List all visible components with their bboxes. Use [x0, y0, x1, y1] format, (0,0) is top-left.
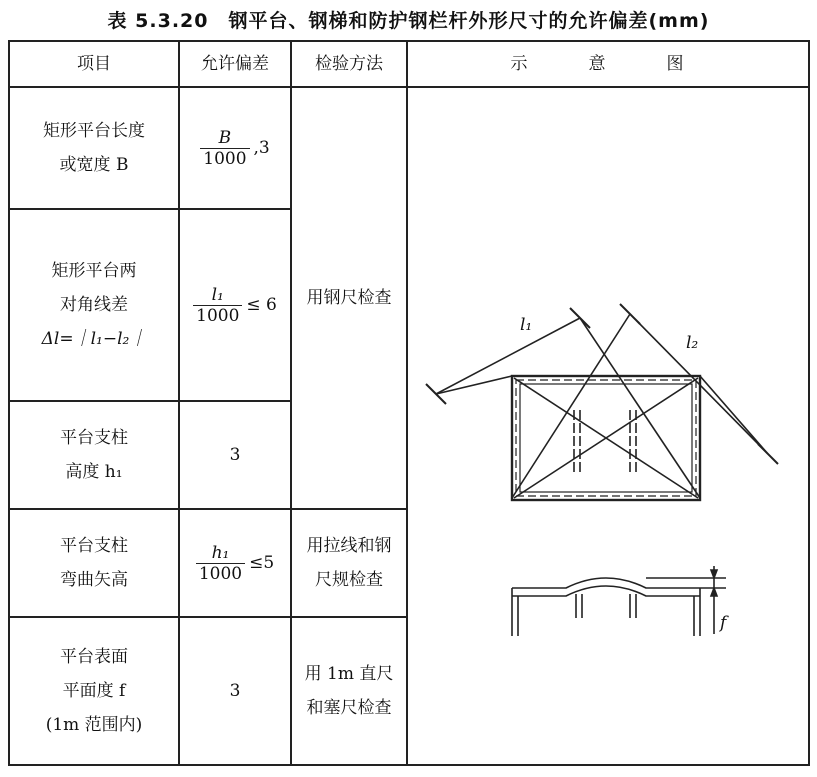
item-cell: 平台支柱 弯曲矢高 [9, 509, 179, 617]
label-l1: l₁ [520, 315, 533, 335]
item-cell: 平台表面 平面度 f (1m 范围内) [9, 617, 179, 765]
label-f: f [720, 613, 727, 633]
header-tolerance: 允许偏差 [179, 41, 291, 87]
method-cell: 用钢尺检查 [291, 87, 407, 509]
tolerance-table [8, 40, 810, 766]
sketch-cell [407, 87, 809, 765]
header-sketch: 示 意 图 [407, 41, 809, 87]
header-method: 检验方法 [291, 41, 407, 87]
item-cell: 矩形平台两 对角线差 Δl=｜l₁−l₂｜ [9, 209, 179, 401]
fraction: $\frac{\text{l₁}}{1000}$ [193, 285, 242, 326]
dimension-line-l1 [436, 318, 580, 394]
header-item: 项目 [9, 41, 179, 87]
tolerance-cell: $\frac{\text{l₁}}{1000}$ ≤ 6 [179, 209, 291, 401]
table-title: 表 5.3.20 钢平台、钢梯和防护钢栏杆外形尺寸的允许偏差(mm) [107, 10, 710, 32]
fraction: $\frac{\text{h₁}}{1000}$ [196, 543, 245, 584]
item-cell: 平台支柱 高度 h₁ [9, 401, 179, 509]
sketch-drawing [408, 88, 810, 770]
header-row [9, 41, 809, 87]
tolerance-cell: $\frac{B}{1000}$ ,3 [179, 87, 291, 209]
method-cell: 用拉线和钢 尺规检查 [291, 509, 407, 617]
tolerance-cell: $\frac{\text{h₁}}{1000}$ ≤5 [179, 509, 291, 617]
fraction: $\frac{B}{1000}$ [200, 128, 249, 169]
method-cell: 用 1m 直尺 和塞尺检查 [291, 617, 407, 765]
table-row [9, 87, 809, 209]
label-l2: l₂ [686, 333, 699, 353]
tolerance-cell: 3 [179, 401, 291, 509]
tolerance-cell: 3 [179, 617, 291, 765]
item-cell: 矩形平台长度 或宽度 B [9, 87, 179, 209]
